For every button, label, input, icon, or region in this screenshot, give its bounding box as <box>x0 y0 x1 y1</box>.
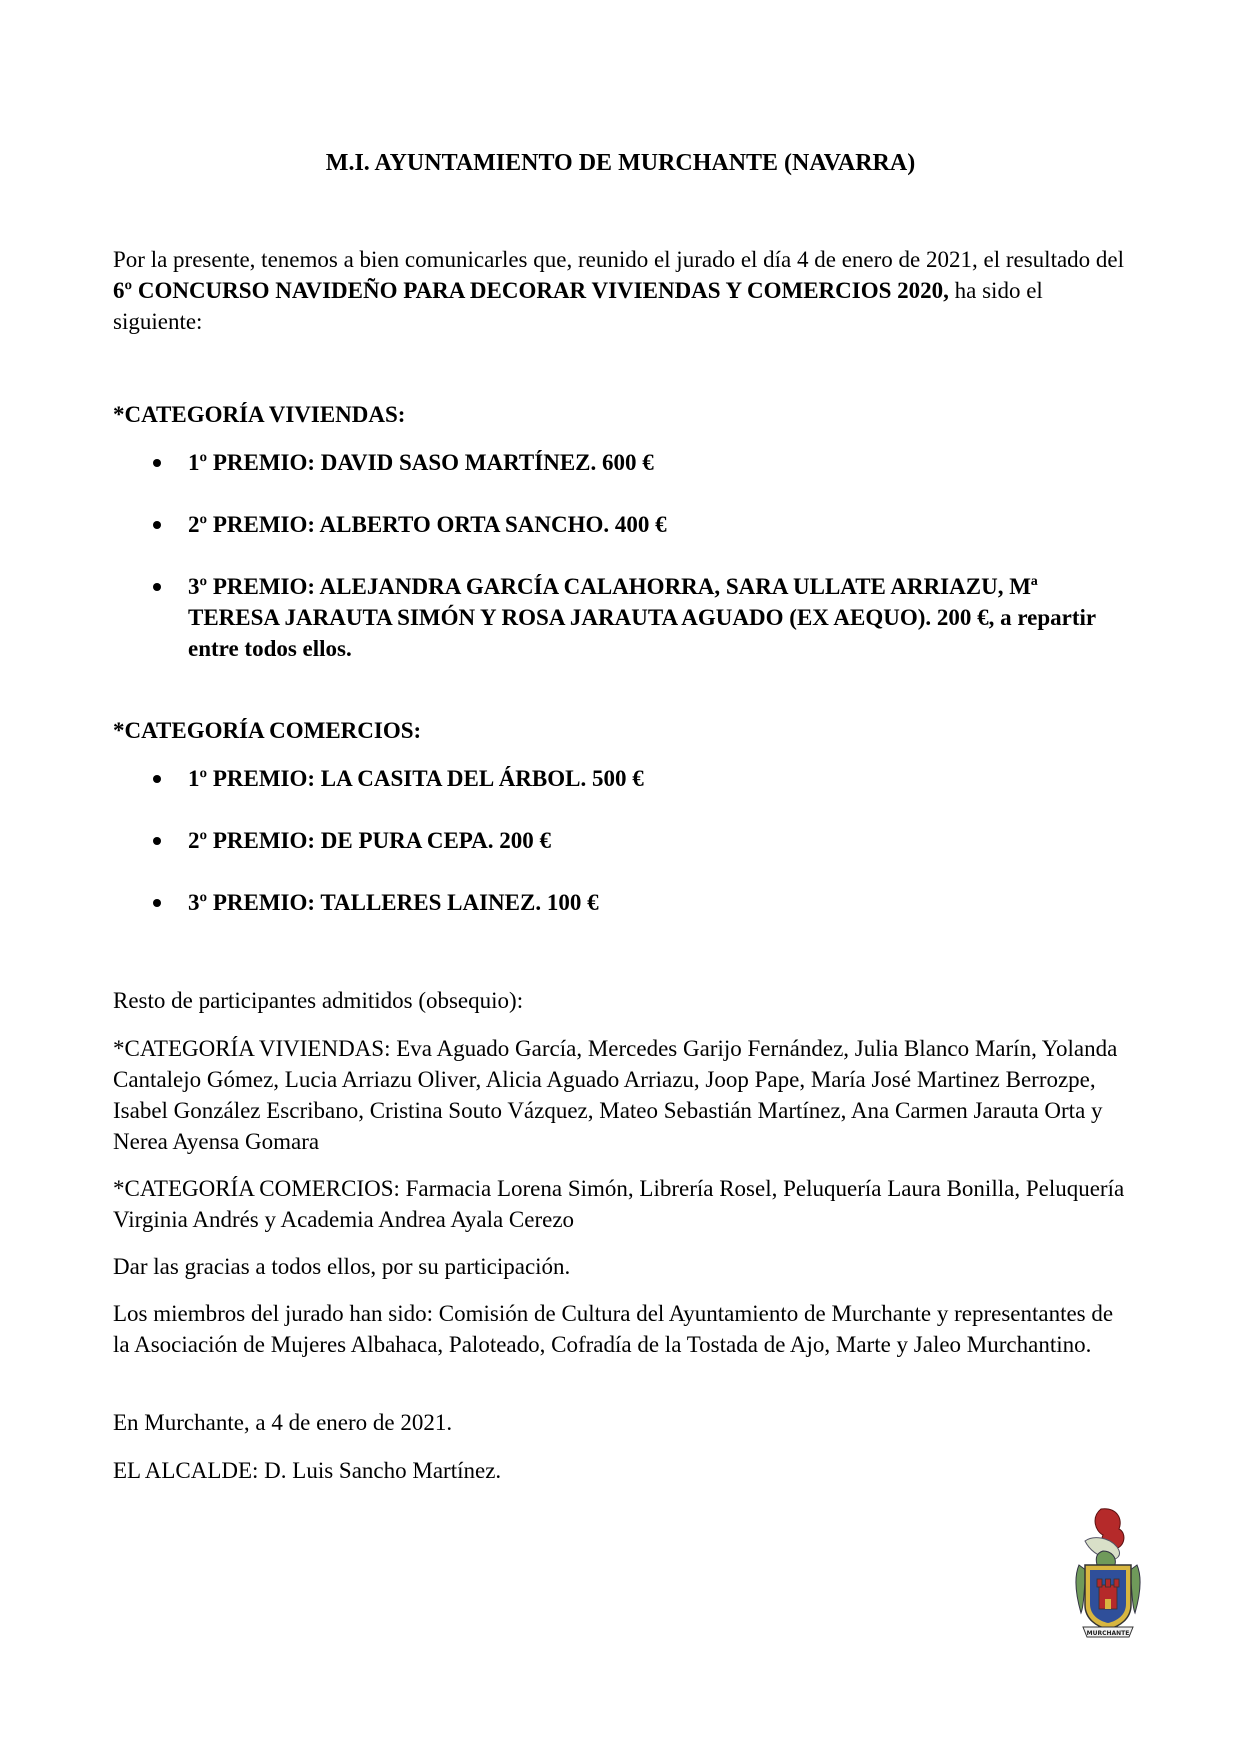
participants-intro: Resto de participantes admitidos (obsequio): <box>113 988 524 1013</box>
bullet-icon <box>153 837 161 845</box>
prize-text: 3º PREMIO: ALEJANDRA GARCÍA CALAHORRA, SARA ULLATE ARRIAZU, Mª TERESA JARAUTA SIMÓN Y ROSA JARAUTA AGUADO (EX AEQUO). 200 €, a repartir entre todos ellos. <box>188 574 1096 661</box>
page-title: M.I. AYUNTAMIENTO DE MURCHANTE (NAVARRA) <box>325 150 916 176</box>
participants-viviendas: *CATEGORÍA VIVIENDAS: Eva Aguado García, Mercedes Garijo Fernández, Julia Blanco Marín, Yolanda Cantalejo Gómez, Lucia Arriazu Oliver, Alicia Aguado Arriazu, Joop Pape, María José Martinez Berrozpe, Isabel González Escribano, Cristina Souto Vázquez, Mateo Sebastián Martínez, Ana Carmen Jarauta Orta y Nerea Ayensa Gomara <box>113 1036 1118 1154</box>
prize-text: 1º PREMIO: LA CASITA DEL ÁRBOL. 500 € <box>188 766 644 791</box>
participants-comercios: *CATEGORÍA COMERCIOS: Farmacia Lorena Simón, Librería Rosel, Peluquería Laura Bonilla, Peluquería Virginia Andrés y Academia Andrea Ayala Cerezo <box>113 1176 1125 1232</box>
intro-text-start: Por la presente, tenemos a bien comunicarles que, reunido el jurado el día 4 de enero de 2021, el resultado del <box>113 247 1125 272</box>
intro-paragraph <box>113 244 1133 337</box>
bullet-icon <box>153 583 161 591</box>
jury-text: Los miembros del jurado han sido: Comisión de Cultura del Ayuntamiento de Murchante y representantes de la Asociación de Mujeres Albahaca, Paloteado, Cofradía de la Tostada de Ajo, Marte y Jaleo Murchantino. <box>113 1301 1114 1357</box>
comercios-prize-1 <box>113 763 1133 794</box>
prize-text: 1º PREMIO: DAVID SASO MARTÍNEZ. 600 € <box>188 450 654 475</box>
prize-text: 3º PREMIO: TALLERES LAINEZ. 100 € <box>188 890 599 915</box>
comercios-prize-3 <box>113 887 1133 918</box>
viviendas-prize-3 <box>113 571 1133 664</box>
bullet-icon <box>153 521 161 529</box>
crest-label: MURCHANTE <box>1086 1630 1130 1637</box>
comercios-prize-2 <box>113 825 1133 856</box>
bullet-icon <box>153 459 161 467</box>
mayor-signature: EL ALCALDE: D. Luis Sancho Martínez. <box>113 1458 502 1483</box>
intro-text-end: ha sido el siguiente: <box>113 278 1043 334</box>
comercios-heading: *CATEGORÍA COMERCIOS: <box>113 718 422 743</box>
prize-text: 2º PREMIO: DE PURA CEPA. 200 € <box>188 828 552 853</box>
coat-of-arms-icon <box>1073 1507 1143 1639</box>
contest-name: 6º CONCURSO NAVIDEÑO PARA DECORAR VIVIENDAS Y COMERCIOS 2020, <box>113 278 949 303</box>
viviendas-prize-1 <box>113 447 1133 478</box>
viviendas-heading: *CATEGORÍA VIVIENDAS: <box>113 402 406 427</box>
thanks-text: Dar las gracias a todos ellos, por su participación. <box>113 1254 571 1279</box>
bullet-icon <box>153 899 161 907</box>
viviendas-prize-list <box>113 447 1133 664</box>
viviendas-prize-2 <box>113 509 1133 540</box>
prize-text: 2º PREMIO: ALBERTO ORTA SANCHO. 400 € <box>188 512 667 537</box>
bullet-icon <box>153 775 161 783</box>
place-date: En Murchante, a 4 de enero de 2021. <box>113 1410 453 1435</box>
comercios-prize-list <box>113 763 1133 918</box>
